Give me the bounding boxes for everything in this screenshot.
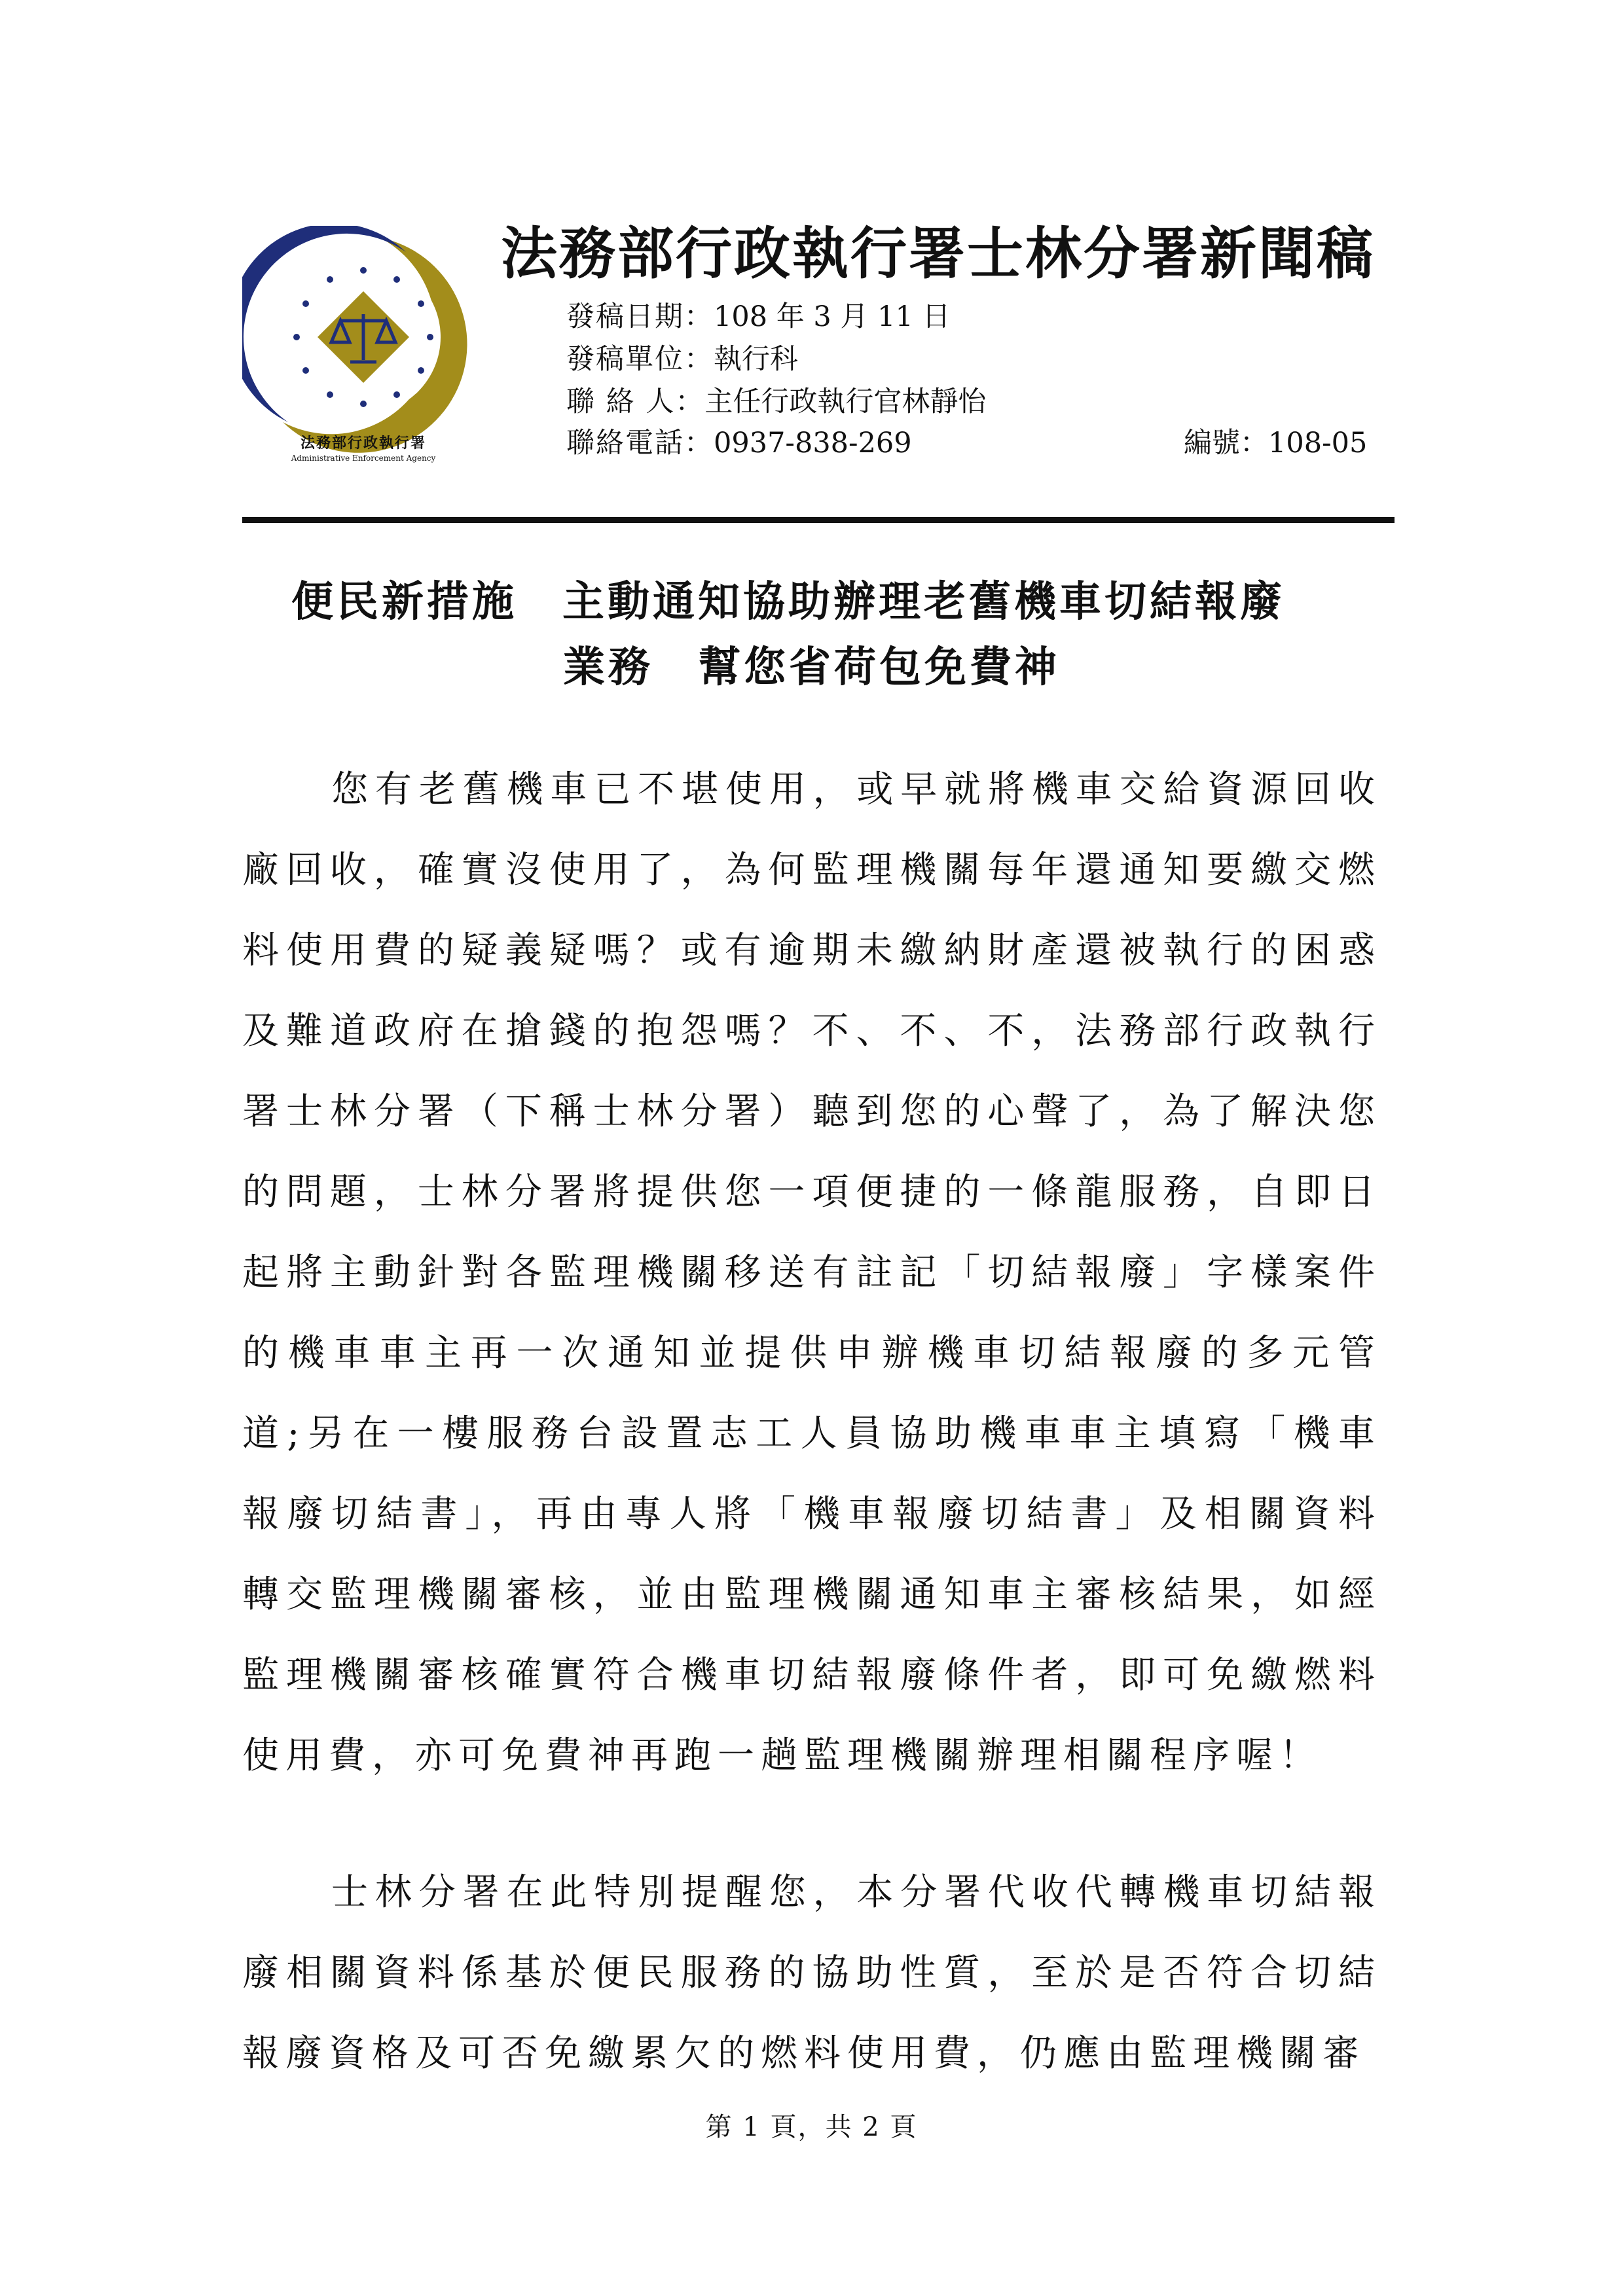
page-number: 第 1 頁，共 2 頁 — [705, 2112, 918, 2142]
press-release-title: 法務部行政執行署士林分署新聞稿 — [501, 221, 1375, 287]
logo-caption-en: Administrative Enforcement Agency — [291, 454, 436, 463]
reference-number-label: 編號： — [1184, 427, 1268, 459]
logo-caption-zh: 法務部行政執行署 — [300, 435, 426, 452]
headline-line-2: 業務 幫您省荷包免費神 — [563, 643, 1060, 692]
contact-person-line — [566, 380, 986, 420]
contact-phone-value: 0937-838-269 — [714, 427, 912, 459]
release-date-line — [566, 295, 951, 334]
release-date-value: 108 年 3 月 11 日 — [714, 300, 951, 333]
contact-person-value: 主任行政執行官林靜怡 — [704, 386, 987, 418]
release-unit-line — [566, 337, 798, 377]
reference-number-value: 108-05 — [1268, 427, 1368, 459]
body-paragraph-1: 您有老舊機車已不堪使用，或早就將機車交給資源回收廠回收，確實沒使用了，為何監理機關每年還通知要繳交燃料使用費的疑義疑嗎？或有逾期未繳納財產還被執行的困惑及難道政府在搶錢的抱怨嗎？不、不、不，法務部行政執行署士林分署（下稱士林分署）聽到您的心聲了，為了解決您的問題，士林分署將提供您一項便捷的一條龍服務，自即日起將主動針對各監理機關移送有註記「切結報廢」字樣案件的機車車主再一次通知並提供申辦機車切結報廢的多元管道;另在一樓服務台設置志工人員協助機車車主填寫「機車報廢切結書」，再由專人將「機車報廢切結書」及相關資料轉交監理機關審核，並由監理機關通知車主審核結果，如經監理機關審核確實符合機車切結報廢條件者，即可免繳燃料使用費，亦可免費神再跑一趟監理機關辦理相關程序喔！ — [242, 768, 1381, 1777]
release-unit-label: 發稿單位： — [566, 343, 714, 376]
contact-phone-line — [566, 421, 912, 461]
body-paragraph-2: 士林分署在此特別提醒您，本分署代收代轉機車切結報廢相關資料係基於便民服務的協助性質，至於是否符合切結報廢資格及可否免繳累欠的燃料使用費，仍應由監理機關審 — [242, 1871, 1381, 2075]
release-unit-value: 執行科 — [714, 343, 798, 376]
contact-person-label: 聯 絡 人： — [566, 386, 705, 418]
header-divider — [242, 517, 1395, 523]
logo-caption — [282, 432, 445, 463]
reference-number — [1184, 421, 1367, 461]
release-date-label: 發稿日期： — [566, 300, 714, 333]
contact-phone-label: 聯絡電話： — [566, 427, 714, 459]
headline-line-1: 便民新措施 主動通知協助辦理老舊機車切結報廢 — [291, 577, 1285, 626]
